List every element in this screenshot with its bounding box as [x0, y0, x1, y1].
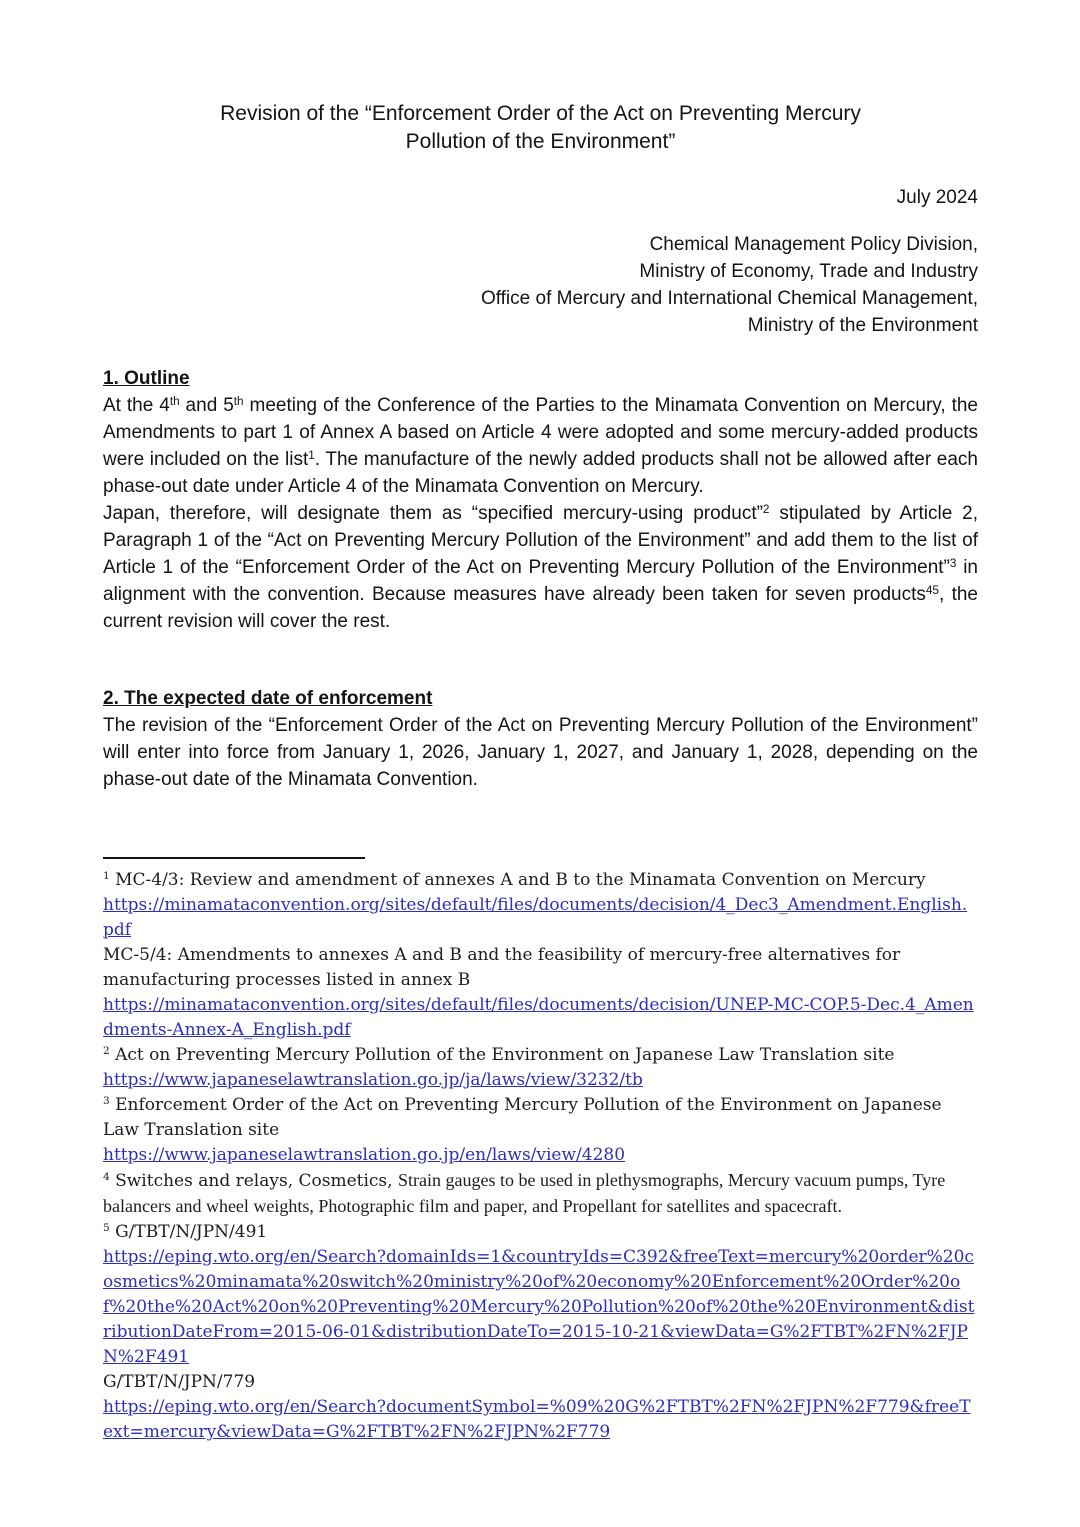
- superscript-marker: 5: [103, 1222, 110, 1235]
- superscript-marker: 45: [925, 583, 939, 597]
- text-run: in alignment with the convention. Because measures have already been taken for seven products: [103, 557, 978, 605]
- superscript-marker: 3: [949, 556, 957, 570]
- text-run: , the current revision will cover the rest.: [103, 584, 978, 632]
- superscript-marker: 1: [103, 870, 110, 883]
- text-run: G/TBT/N/JPN/491: [109, 1222, 268, 1242]
- text-run: meeting of the Conference of the Parties to the Minamata Convention on Mercury, the Amendments to part 1 of Annex A based on Article 4 were adopted and some mercury-added products were included on the list: [103, 395, 978, 470]
- text-run: The revision of the “Enforcement Order of the Act on Preventing Mercury Pollution of the Environment” will enter into force from January 1, 2026, January 1, 2027, and January 1, 2028, depending on the phase-out date of the Minamata Convention.: [103, 715, 978, 790]
- superscript-marker: 2: [103, 1045, 110, 1058]
- section-outline: [103, 365, 978, 635]
- footnote-1: [103, 868, 978, 1043]
- superscript-marker: 1: [308, 448, 315, 462]
- superscript-marker: 4: [103, 1171, 110, 1184]
- paragraph-outline-1: [103, 392, 978, 500]
- footnote-link[interactable]: https://www.japaneselawtranslation.go.jp/en/laws/view/4280: [103, 1145, 626, 1165]
- text-run: . The manufacture of the newly added products shall not be allowed after each phase-out date under Article 4 of the Minamata Convention on Mercury.: [103, 449, 979, 497]
- section-heading-outline: 1. Outline: [103, 368, 190, 389]
- footnote-link[interactable]: https://minamataconvention.org/sites/default/files/documents/decision/4_Dec3_Amendment.English.pdf: [103, 895, 968, 940]
- superscript-marker: th: [233, 394, 244, 408]
- footnote-5: [103, 1220, 978, 1445]
- paragraph-enforcement-date: [103, 712, 978, 793]
- superscript-marker: th: [169, 394, 180, 408]
- superscript-marker: 3: [103, 1095, 110, 1108]
- text-run: MC-5/4: Amendments to annexes A and B and the feasibility of mercury-free alternatives for manufacturing processes listed in annex B: [103, 945, 901, 990]
- footnote-link[interactable]: https://www.japaneselawtranslation.go.jp/ja/laws/view/3232/tb: [103, 1070, 643, 1090]
- section-heading-enforcement-date: 2. The expected date of enforcement: [103, 688, 433, 709]
- text-run: stipulated by Article 2, Paragraph 1 of the “Act on Preventing Mercury Pollution of the Environment” and add them to the list of Article 1 of the “Enforcement Order of the Act on Preventing Mercury Pollution of the Environment”: [103, 503, 978, 578]
- footnote-link[interactable]: https://eping.wto.org/en/Search?domainIds=1&countryIds=C392&freeText=mercury%20order%20cosmetics%20minamata%20switch%20ministry%20of%20economy%20Enforcement%20Order%20of%20the%20Act%20on%20Preventing%20Mercury%20Pollution%20of%20the%20Environment&distributionDateFrom=2015-06-01&distributionDateTo=2015-10-21&viewData=G%2FTBT%2FN%2FJPN%2F491: [103, 1247, 975, 1367]
- superscript-marker: 2: [762, 502, 770, 516]
- text-run: Switches and relays, Cosmetics,: [109, 1171, 398, 1191]
- text-run: Japan, therefore, will designate them as “specified mercury-using product”: [103, 503, 763, 524]
- footnote-2: [103, 1043, 978, 1093]
- footnote-4: [103, 1168, 978, 1220]
- page-title: Revision of the “Enforcement Order of the Act on Preventing Mercury Pollution of the Environment”: [220, 102, 861, 153]
- text-run: Strain gauges to be used in plethysmographs, Mercury vacuum pumps, Tyre balancers and wheel weights, Photographic film and paper, and Propellant for satellites and spacecraft.: [103, 1170, 946, 1216]
- text-run: Act on Preventing Mercury Pollution of the Environment on Japanese Law Translation site: [109, 1045, 895, 1065]
- document-date: July 2024: [896, 187, 978, 208]
- text-run: MC-4/3: Review and amendment of annexes A and B to the Minamata Convention on Mercury: [109, 870, 926, 890]
- footnotes: [103, 857, 978, 1445]
- paragraph-outline-2: [103, 500, 978, 635]
- section-enforcement-date: [103, 685, 978, 793]
- text-run: Enforcement Order of the Act on Preventing Mercury Pollution of the Environment on Japanese Law Translation site: [103, 1095, 942, 1140]
- footnote-separator: [103, 857, 365, 859]
- footnote-link[interactable]: https://minamataconvention.org/sites/default/files/documents/decision/UNEP-MC-COP.5-Dec.4_Amendments-Annex-A_English.pdf: [103, 995, 974, 1040]
- author-block: Chemical Management Policy Division, Ministry of Economy, Trade and Industry Office of Mercury and International Chemical Management, Ministry of the Environment: [480, 234, 978, 336]
- text-run: and 5: [179, 395, 234, 416]
- text-run: G/TBT/N/JPN/779: [103, 1372, 256, 1392]
- footnote-link[interactable]: https://eping.wto.org/en/Search?documentSymbol=%09%20G%2FTBT%2FN%2FJPN%2F779&freeText=mercury&viewData=G%2FTBT%2FN%2FJPN%2F779: [103, 1397, 971, 1442]
- text-run: At the 4: [103, 395, 170, 416]
- footnote-3: [103, 1093, 978, 1168]
